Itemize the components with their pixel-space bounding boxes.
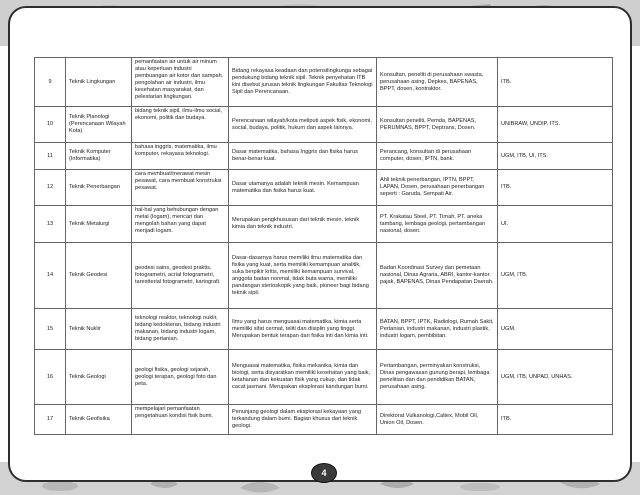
study-subjects: geologi fisika, geologi sejarah, geologi terapan, geologi foto dan peta. <box>132 350 229 405</box>
study-subjects: bahasa inggris, matematika, ilmu komputer, rekayasa teknologi. <box>132 143 229 170</box>
row-number: 13 <box>35 206 66 243</box>
study-subjects: mempelajari pemanfaatan pengetahuan kondisi fisik bumi. <box>132 405 229 435</box>
career-prospects: Pertambangan, perminyakan konstruksi, Dinas pengawasan gunung berapi, lembaga penelitian dan dan pendidikan BATAN, perusahaan asing. <box>377 350 498 405</box>
study-subjects: teknologi reaktor, teknologi nuklir, bidang kedokteran, bidang industri makanan, bidang industri logam, bidang pertanian. <box>132 309 229 350</box>
row-number: 11 <box>35 143 66 170</box>
major-name: Teknik Lingkungan <box>66 58 132 107</box>
description: Ilmu yang harus menguasai matematika, kimia serta memiliki sifat cermat, teliti dan disiplin yang tinggi. Merupakan bentuk terapan dari fisika inti dan kimia inti. <box>229 309 377 350</box>
row-number: 16 <box>35 350 66 405</box>
row-number: 12 <box>35 170 66 206</box>
study-subjects: pemanfaatan air untuk air minum atau keperluan industri pembuangan air kotor dan sampah. pengolahan air industri, ilmu kesehatan masyarakat, dan pelestarian lingkungan. <box>132 58 229 107</box>
table-row <box>35 58 613 107</box>
table-row <box>35 143 613 170</box>
row-number: 10 <box>35 107 66 143</box>
career-prospects: Konsultan peneliti, Pemda, BAPENAS, PERUMNAS, BPPT, Deptrans, Dosen. <box>377 107 498 143</box>
page-number: 4 <box>311 463 337 483</box>
career-prospects: Perancang, konsultan di perusahaan computer, dosen, IPTN, bank. <box>377 143 498 170</box>
study-subjects: hal-hal yang behubungan dengan metal (logam), mencari dan mengolah bahan yang dapat menjadi logam. <box>132 206 229 243</box>
career-prospects: BATAN, BPPT, IPTK, Radiologi, Rumah Sakit, Pertanian, industri makanan, industri plastik, industri logam, pembibitan. <box>377 309 498 350</box>
career-prospects: Konsultan, peneliti di perusahaan swasta, perusahaan asing, Depkes, BAPENAS, BPPT, dosen, kontraktor. <box>377 58 498 107</box>
description: Bidang rekayasa keadaan dan potensilingkunga sebagai pendukung bidang teknik sipil. Teknik penyehatan ITB kini disebut jurusan teknik lingkungan Fakultas Teknologi Sipil dan Perencanaan. <box>229 58 377 107</box>
row-number: 15 <box>35 309 66 350</box>
universities: UGM, ITB. <box>498 243 613 309</box>
row-number: 9 <box>35 58 66 107</box>
description: Dasar utamanya adalah teknik mesin. Kemampuan matematika dan fisika harus kuat. <box>229 170 377 206</box>
universities: ITB. <box>498 405 613 435</box>
career-table <box>34 57 613 435</box>
universities: UGM, ITB, UNPAD, UNHAS. <box>498 350 613 405</box>
major-name: Teknik Planologi (Perencanaan Wilayah Kota) <box>66 107 132 143</box>
universities: UGM. <box>498 309 613 350</box>
table-row <box>35 405 613 435</box>
major-name: Teknik Komputer (Informatika) <box>66 143 132 170</box>
description: Perencanaan wilayah/kota meliputi aspek fisik, ekonomi, social, budaya, politik, hukum dan aspek lainnya. <box>229 107 377 143</box>
universities: ITB. <box>498 170 613 206</box>
description: Dasar matematika, bahasa Inggris dan fisika harus benar-benar kuat. <box>229 143 377 170</box>
row-number: 14 <box>35 243 66 309</box>
career-prospects: Ahli teknik penerbangan, IPTN, BPPT, LAPAN, Dosen, perusahaan penerbangan seperti : Garuda, Sempati Air. <box>377 170 498 206</box>
description: Merupakan pengkhususan dari teknik mesin, teknik kimia dan teknik industri. <box>229 206 377 243</box>
major-name: Teknik Nuklir <box>66 309 132 350</box>
table-row <box>35 170 613 206</box>
career-prospects: Direktorat Vulkanologi,Caltex, Mobil Oil, Union Oil, Dosen. <box>377 405 498 435</box>
table-row <box>35 309 613 350</box>
universities: UI. <box>498 206 613 243</box>
career-prospects: Badan Koordinasi Survey dan pemetaan nasional, Dinas Agraria, ABRI, kantor-kantor pajak, BAPENAS, Dinas Pendapatan Daerah. <box>377 243 498 309</box>
table-row <box>35 243 613 309</box>
table-row <box>35 206 613 243</box>
table-row <box>35 107 613 143</box>
universities: ITB. <box>498 58 613 107</box>
study-subjects: cara membuat/merawat mesin pesawat, cara membuat konstruksi pesawat. <box>132 170 229 206</box>
universities: UNIBRAW, UNDIP, ITS. <box>498 107 613 143</box>
major-name: Teknik Geodesi <box>66 243 132 309</box>
career-table-body <box>35 58 613 435</box>
description: Penunjang geologi dalam eksplorasi kekayaan yang terkandung dalam bumi. Bagian khusus dari teknik geologi. <box>229 405 377 435</box>
table-row <box>35 350 613 405</box>
major-name: Teknik Geologi <box>66 350 132 405</box>
study-subjects: bidang teknik sipil, ilmu-ilmu social, ekonomi, politik dan budaya. <box>132 107 229 143</box>
career-prospects: PT. Krakatau Steel, PT. Timah, PT. aneka tambang, lembaga geologi, pertambangan nasional, dosen. <box>377 206 498 243</box>
universities: UGM, ITB, UI, ITS. <box>498 143 613 170</box>
description: Menguasai matematika, fisika mekanika, kimia dan biologi, serta disyaratkan memiliki kesehatan yang baik, ketahanan dan kekuatan fisik yang cukup, dan tidak cacat jasmani. Merupakan eksplorasi kandungan bumi. <box>229 350 377 405</box>
major-name: Teknik Penerbangan <box>66 170 132 206</box>
description: Dasar-dasarnya harus memiliki ilmu matematika dan fisika yang kuat, serta memiliki kemampuan analitik, suka berpikir kritis, memiliki kemampuan survival, anggota badan nonmal, tidak buta warna, memiliki pandangan sterioskopik yang baik, pioneer bagi bidang teknik sipil. <box>229 243 377 309</box>
major-name: Teknik Geofisika <box>66 405 132 435</box>
row-number: 17 <box>35 405 66 435</box>
study-subjects: geodesi sains, geodesi praktis, fotogrametri, acrial fotogrametri, tarestterial fotogrametri, kartografi. <box>132 243 229 309</box>
major-name: Teknik Metalurgi <box>66 206 132 243</box>
